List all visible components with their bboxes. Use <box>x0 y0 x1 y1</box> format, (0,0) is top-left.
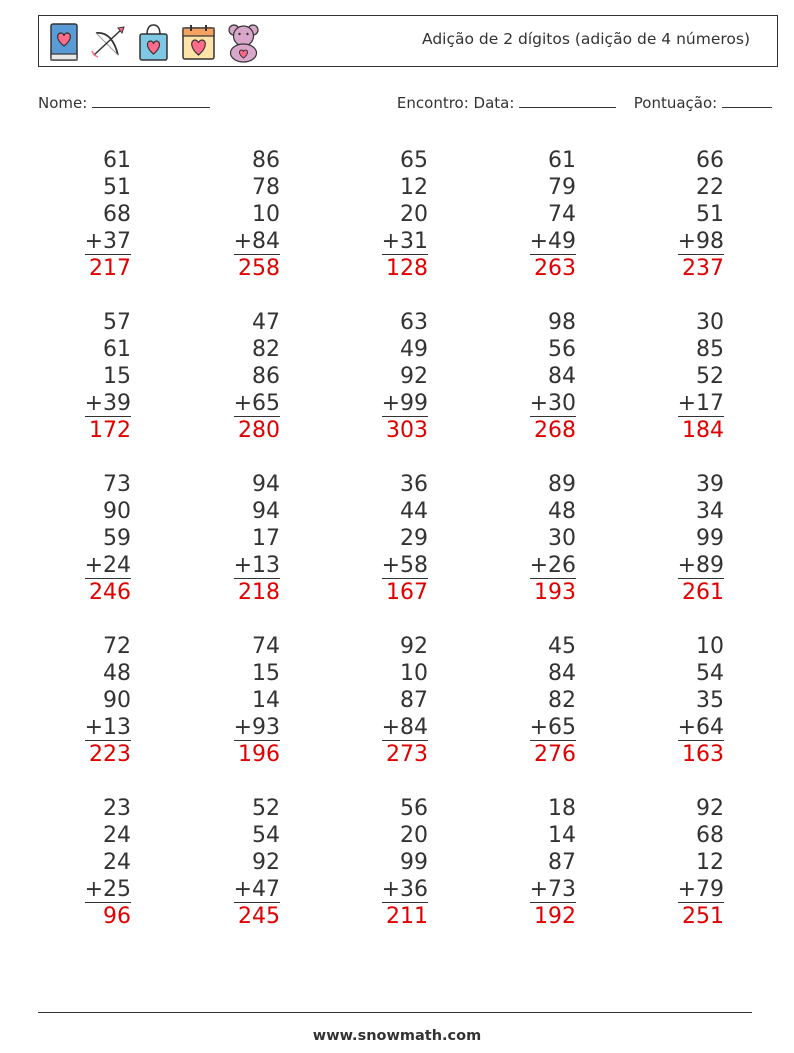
last-addend: +13 <box>84 715 131 740</box>
last-addend: +37 <box>84 229 131 254</box>
last-addend: +36 <box>381 877 428 902</box>
last-addend: +99 <box>381 391 428 416</box>
addend: 14 <box>252 688 280 713</box>
addition-problem <box>36 471 131 611</box>
addend: 61 <box>103 148 131 173</box>
answer: 167 <box>386 580 428 605</box>
addend: 94 <box>252 499 280 524</box>
last-addend: +58 <box>381 553 428 578</box>
last-addend: +84 <box>381 715 428 740</box>
last-addend: +64 <box>677 715 724 740</box>
addend: 86 <box>252 148 280 173</box>
last-addend: +89 <box>677 553 724 578</box>
encounter-date-label: Encontro: Data: <box>396 94 515 112</box>
addition-problem <box>481 795 576 935</box>
addend: 29 <box>400 526 428 551</box>
addition-problem <box>481 633 576 773</box>
last-addend: +26 <box>529 553 576 578</box>
answer: 261 <box>682 580 724 605</box>
answer: 172 <box>89 418 131 443</box>
addend: 82 <box>548 688 576 713</box>
answer: 218 <box>238 580 280 605</box>
addition-problem <box>333 795 428 935</box>
addend: 35 <box>696 688 724 713</box>
answer: 237 <box>682 256 724 281</box>
last-addend: +30 <box>529 391 576 416</box>
addition-problem <box>36 633 131 773</box>
addend: 51 <box>696 202 724 227</box>
answer: 196 <box>238 742 280 767</box>
last-addend: +65 <box>233 391 280 416</box>
answer: 268 <box>534 418 576 443</box>
addend: 92 <box>696 796 724 821</box>
addition-problem <box>333 471 428 611</box>
addend: 24 <box>103 823 131 848</box>
addend: 47 <box>252 310 280 335</box>
addend: 99 <box>696 526 724 551</box>
footer-site: www.snowmath.com <box>312 1028 482 1044</box>
last-addend: +24 <box>84 553 131 578</box>
addend: 48 <box>103 661 131 686</box>
answer: 246 <box>89 580 131 605</box>
last-addend: +73 <box>529 877 576 902</box>
last-addend: +25 <box>84 877 131 902</box>
answer: 184 <box>682 418 724 443</box>
addition-problem <box>481 147 576 287</box>
addend: 65 <box>400 148 428 173</box>
addend: 87 <box>400 688 428 713</box>
addend: 68 <box>696 823 724 848</box>
addend: 20 <box>400 823 428 848</box>
addition-problem <box>36 147 131 287</box>
last-addend: +93 <box>233 715 280 740</box>
addend: 23 <box>103 796 131 821</box>
addend: 54 <box>696 661 724 686</box>
addition-problem <box>36 795 131 935</box>
addend: 61 <box>548 148 576 173</box>
addend: 10 <box>400 661 428 686</box>
addition-problem <box>629 147 724 287</box>
addend: 48 <box>548 499 576 524</box>
addition-problem <box>481 309 576 449</box>
addend: 59 <box>103 526 131 551</box>
addend: 61 <box>103 337 131 362</box>
last-addend: +49 <box>529 229 576 254</box>
addition-problem <box>36 309 131 449</box>
answer: 211 <box>386 904 428 929</box>
header-icons <box>45 21 262 63</box>
addition-problem <box>629 633 724 773</box>
addend: 98 <box>548 310 576 335</box>
addend: 74 <box>548 202 576 227</box>
addend: 45 <box>548 634 576 659</box>
addend: 14 <box>548 823 576 848</box>
student-info-row <box>38 93 772 113</box>
last-addend: +84 <box>233 229 280 254</box>
addend: 86 <box>252 364 280 389</box>
addend: 63 <box>400 310 428 335</box>
answer: 223 <box>89 742 131 767</box>
addend: 79 <box>548 175 576 200</box>
score-blank <box>722 93 772 108</box>
addition-problem <box>629 309 724 449</box>
addition-problem <box>333 309 428 449</box>
addend: 84 <box>548 364 576 389</box>
addition-problem <box>185 147 280 287</box>
addend: 17 <box>252 526 280 551</box>
addend: 74 <box>252 634 280 659</box>
answer: 128 <box>386 256 428 281</box>
addend: 56 <box>548 337 576 362</box>
addend: 99 <box>400 850 428 875</box>
bow-arrow-icon <box>90 21 127 63</box>
answer: 96 <box>103 904 131 929</box>
answer: 217 <box>89 256 131 281</box>
date-score-fields <box>397 93 772 112</box>
answer: 280 <box>238 418 280 443</box>
addend: 20 <box>400 202 428 227</box>
addend: 30 <box>548 526 576 551</box>
addend: 54 <box>252 823 280 848</box>
last-addend: +65 <box>529 715 576 740</box>
addend: 10 <box>252 202 280 227</box>
addend: 56 <box>400 796 428 821</box>
footer-divider <box>38 1012 752 1013</box>
last-addend: +39 <box>84 391 131 416</box>
addition-problem <box>629 795 724 935</box>
addition-problem <box>185 309 280 449</box>
addend: 15 <box>252 661 280 686</box>
addend: 92 <box>400 634 428 659</box>
addend: 82 <box>252 337 280 362</box>
addition-problem <box>185 471 280 611</box>
addend: 12 <box>400 175 428 200</box>
worksheet-header <box>38 15 778 67</box>
worksheet-title: Adição de 2 dígitos (adição de 4 números) <box>422 30 750 48</box>
addend: 90 <box>103 499 131 524</box>
addend: 24 <box>103 850 131 875</box>
addition-problem <box>481 471 576 611</box>
addend: 44 <box>400 499 428 524</box>
addend: 12 <box>696 850 724 875</box>
addend: 68 <box>103 202 131 227</box>
addend: 52 <box>696 364 724 389</box>
last-addend: +47 <box>233 877 280 902</box>
calendar-heart-icon <box>180 21 217 63</box>
answer: 276 <box>534 742 576 767</box>
addend: 57 <box>103 310 131 335</box>
addition-problem <box>333 633 428 773</box>
addend: 85 <box>696 337 724 362</box>
addend: 51 <box>103 175 131 200</box>
answer: 192 <box>534 904 576 929</box>
addend: 87 <box>548 850 576 875</box>
name-field <box>38 93 210 112</box>
answer: 193 <box>534 580 576 605</box>
answer: 263 <box>534 256 576 281</box>
addition-problem <box>185 633 280 773</box>
last-addend: +13 <box>233 553 280 578</box>
answer: 251 <box>682 904 724 929</box>
last-addend: +98 <box>677 229 724 254</box>
addend: 18 <box>548 796 576 821</box>
addend: 92 <box>400 364 428 389</box>
addend: 90 <box>103 688 131 713</box>
date-blank <box>519 93 616 108</box>
answer: 245 <box>238 904 280 929</box>
answer: 163 <box>682 742 724 767</box>
name-label: Nome: <box>38 94 88 112</box>
addend: 36 <box>400 472 428 497</box>
last-addend: +17 <box>677 391 724 416</box>
addend: 34 <box>696 499 724 524</box>
last-addend: +31 <box>381 229 428 254</box>
addend: 84 <box>548 661 576 686</box>
addend: 52 <box>252 796 280 821</box>
addend: 73 <box>103 472 131 497</box>
addend: 39 <box>696 472 724 497</box>
addend: 10 <box>696 634 724 659</box>
addend: 66 <box>696 148 724 173</box>
addend: 49 <box>400 337 428 362</box>
addend: 22 <box>696 175 724 200</box>
addend: 92 <box>252 850 280 875</box>
answer: 273 <box>386 742 428 767</box>
name-blank <box>92 93 210 108</box>
addition-problem <box>333 147 428 287</box>
answer: 303 <box>386 418 428 443</box>
addend: 15 <box>103 364 131 389</box>
addend: 72 <box>103 634 131 659</box>
addend: 30 <box>696 310 724 335</box>
addend: 89 <box>548 472 576 497</box>
addition-problem <box>185 795 280 935</box>
shopping-bag-heart-icon <box>135 21 172 63</box>
addition-problem <box>629 471 724 611</box>
addend: 78 <box>252 175 280 200</box>
score-label: Pontuação: <box>633 94 718 112</box>
teddy-bear-icon <box>225 21 262 63</box>
addend: 94 <box>252 472 280 497</box>
last-addend: +79 <box>677 877 724 902</box>
book-heart-icon <box>45 21 82 63</box>
answer: 258 <box>238 256 280 281</box>
